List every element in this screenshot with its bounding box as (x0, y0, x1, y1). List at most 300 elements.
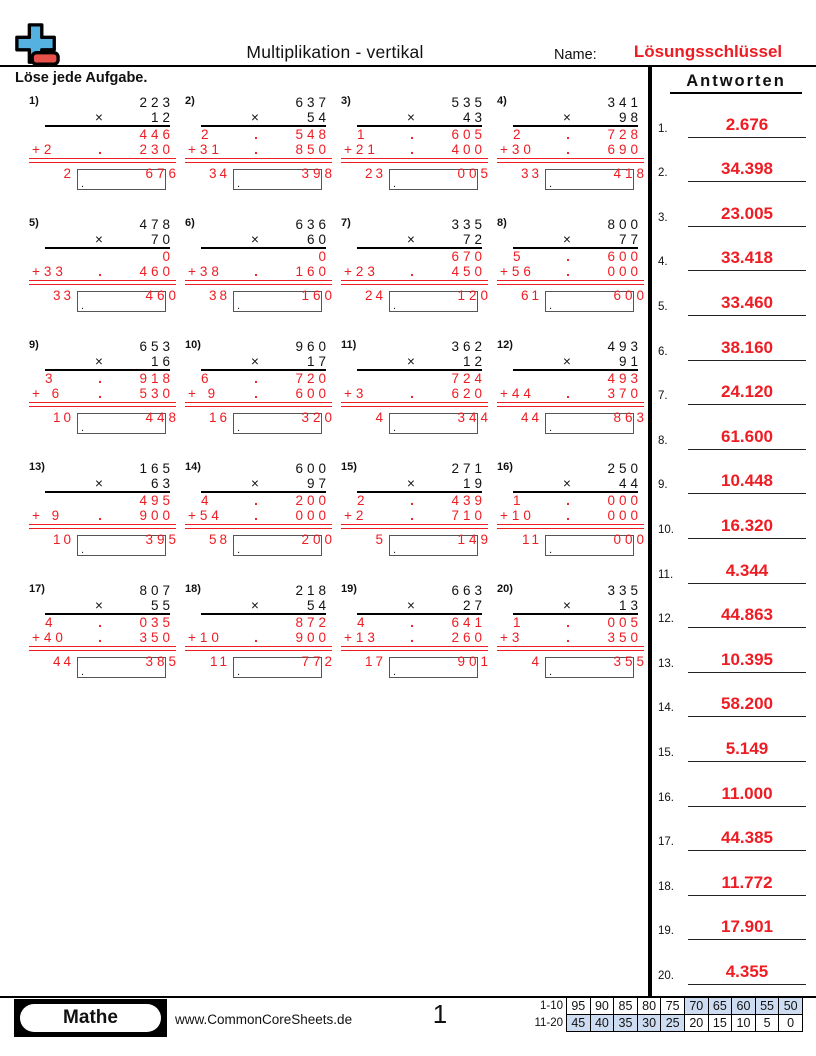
partial-product-1 (340, 493, 496, 508)
product-thousands: 10 (52, 532, 74, 547)
multiply-icon: × (95, 354, 103, 369)
multiplicand-row (184, 583, 340, 598)
partial-product-2-digits: 600 (295, 386, 330, 401)
partial-product-2 (496, 630, 652, 645)
thousands-separator: . (98, 142, 102, 157)
grade-cell: 60 (731, 997, 756, 1015)
partial-product-2-digits: 850 (295, 142, 330, 157)
partial-product-2 (184, 386, 340, 401)
thousands-separator: . (254, 493, 258, 508)
answer-row (656, 140, 812, 185)
partial-product-2-thousands: +21 (344, 142, 379, 157)
partial-product-1-thousands: 4 (357, 615, 369, 630)
multiplier-row (496, 476, 652, 491)
multiplier: 12 (150, 110, 174, 125)
product-digits: 200 (301, 532, 336, 547)
multiplier: 27 (462, 598, 486, 613)
answer-value: 4.344 (688, 561, 806, 584)
page-title: Multiplikation - vertikal (246, 42, 424, 62)
box-separator-dot: . (549, 300, 553, 312)
multiplier: 12 (462, 354, 486, 369)
product-thousands: 11 (209, 654, 230, 669)
problem (340, 95, 496, 190)
box-separator-dot: . (81, 178, 85, 190)
website-text: www.CommonCoreSheets.de (175, 1012, 353, 1027)
partial-product-1 (496, 615, 652, 630)
partial-product-1-thousands: 6 (201, 371, 213, 386)
multiplier: 54 (306, 598, 330, 613)
answer-row (656, 541, 812, 586)
multiplier: 44 (618, 476, 642, 491)
partial-product-1 (28, 371, 184, 386)
grade-cell: 50 (778, 997, 803, 1015)
product-thousands: 4 (375, 410, 386, 425)
partial-product-2-digits: 460 (139, 264, 174, 279)
answer-value: 44.385 (688, 828, 806, 851)
partial-product-1 (28, 127, 184, 142)
multiply-icon: × (563, 354, 571, 369)
partial-product-2-digits: 350 (139, 630, 174, 645)
box-separator-dot: . (549, 544, 553, 556)
multiplicand-row (28, 95, 184, 110)
problem (184, 339, 340, 434)
partial-product-1 (340, 371, 496, 386)
thousands-separator: . (254, 386, 258, 401)
problem-number: 19) (341, 583, 357, 595)
partial-product-1-digits: 200 (295, 493, 330, 508)
partial-product-2 (28, 630, 184, 645)
partial-product-1-thousands: 4 (45, 615, 57, 630)
partial-product-1-digits: 495 (139, 493, 174, 508)
partial-product-2-thousands: +23 (344, 264, 379, 279)
partial-product-2-thousands: +44 (500, 386, 535, 401)
multiplicand-row (184, 217, 340, 232)
multiply-icon: × (251, 232, 259, 247)
partial-product-2-digits: 370 (607, 386, 642, 401)
thousands-separator: . (566, 493, 570, 508)
partial-product-2-thousands: +3 (344, 386, 368, 401)
partial-product-2 (184, 630, 340, 645)
partial-product-2-thousands: + 9 (32, 508, 64, 523)
thousands-separator: . (98, 508, 102, 523)
multiplicand: 535 (451, 95, 486, 110)
answer-value: 10.395 (688, 650, 806, 673)
partial-product-1-digits: 724 (451, 371, 486, 386)
partial-product-1 (496, 249, 652, 264)
thousands-separator: . (410, 127, 414, 142)
product-thousands: 33 (520, 166, 542, 181)
partial-product-1-digits: 493 (607, 371, 642, 386)
grade-cell: 15 (708, 1014, 733, 1032)
multiply-icon: × (563, 598, 571, 613)
partial-product-1-digits: 600 (607, 249, 642, 264)
thousands-separator: . (254, 371, 258, 386)
multiply-icon: × (407, 476, 415, 491)
product-row (340, 409, 496, 437)
product-row (496, 531, 652, 559)
partial-product-2 (496, 386, 652, 401)
multiplier-row (340, 354, 496, 369)
partial-product-2 (184, 508, 340, 523)
partial-product-1 (28, 615, 184, 630)
multiply-icon: × (95, 598, 103, 613)
product-digits: 355 (613, 654, 648, 669)
answer-row (656, 586, 812, 631)
partial-product-1-digits: 000 (607, 493, 642, 508)
grade-cell: 85 (613, 997, 638, 1015)
thousands-separator: . (98, 630, 102, 645)
partial-product-2 (28, 508, 184, 523)
answer-value: 23.005 (688, 204, 806, 227)
thousands-separator: . (254, 142, 258, 157)
multiplier-row (28, 598, 184, 613)
product-digits: 005 (457, 166, 492, 181)
product-row (340, 287, 496, 315)
answer-value: 58.200 (688, 694, 806, 717)
grade-cell: 70 (684, 997, 709, 1015)
partial-product-2-digits: 000 (295, 508, 330, 523)
partial-product-2-thousands: +31 (188, 142, 223, 157)
problem (184, 461, 340, 556)
partial-product-1-thousands: 4 (201, 493, 213, 508)
partial-product-1-thousands: 2 (201, 127, 213, 142)
grade-cell: 35 (613, 1014, 638, 1032)
answer-value: 61.600 (688, 427, 806, 450)
partial-product-1-digits: 720 (295, 371, 330, 386)
multiplier-row (496, 354, 652, 369)
thousands-separator: . (566, 142, 570, 157)
partial-product-2-thousands: +54 (188, 508, 223, 523)
grade-range-label: 11-20 (534, 1017, 563, 1029)
partial-product-2-digits: 000 (607, 508, 642, 523)
product-row (340, 653, 496, 681)
multiplicand: 636 (295, 217, 330, 232)
multiplicand: 362 (451, 339, 486, 354)
answer-value: 44.863 (688, 605, 806, 628)
multiplicand: 800 (607, 217, 642, 232)
answer-row (656, 898, 812, 943)
multiplicand-row (340, 217, 496, 232)
box-separator-dot: . (237, 666, 241, 678)
multiplier: 55 (150, 598, 174, 613)
multiplicand: 807 (139, 583, 174, 598)
problem-number: 1) (29, 95, 39, 107)
product-thousands: 4 (531, 654, 542, 669)
product-row (340, 531, 496, 559)
product-digits: 000 (613, 532, 648, 547)
answers-list (656, 95, 812, 987)
partial-product-1-digits: 446 (139, 127, 174, 142)
multiplicand-row (184, 339, 340, 354)
problem (28, 95, 184, 190)
multiplicand-row (496, 339, 652, 354)
box-separator-dot: . (393, 544, 397, 556)
page-number: 1 (432, 999, 448, 1029)
box-separator-dot: . (549, 666, 553, 678)
multiplicand: 223 (139, 95, 174, 110)
thousands-separator: . (254, 264, 258, 279)
box-separator-dot: . (81, 544, 85, 556)
grade-cell: 45 (566, 1014, 591, 1032)
partial-product-1 (184, 249, 340, 264)
multiply-icon: × (251, 110, 259, 125)
answer-number: 6. (658, 345, 668, 358)
multiply-icon: × (407, 232, 415, 247)
answer-row (656, 942, 812, 987)
partial-product-1 (184, 127, 340, 142)
thousands-separator: . (254, 630, 258, 645)
problem-number: 13) (29, 461, 45, 473)
product-digits: 160 (301, 288, 336, 303)
answer-row (656, 184, 812, 229)
answer-number: 4. (658, 256, 668, 269)
problem-number: 11) (341, 339, 357, 351)
grade-range-label: 1-10 (539, 1000, 563, 1012)
multiplicand: 335 (451, 217, 486, 232)
answer-row (656, 719, 812, 764)
multiplier-row (28, 476, 184, 491)
answer-number: 1. (658, 122, 668, 135)
partial-product-1-digits: 0 (162, 249, 174, 264)
multiplicand-row (340, 461, 496, 476)
partial-product-1 (340, 249, 496, 264)
grade-cell: 40 (590, 1014, 615, 1032)
multiplicand: 663 (451, 583, 486, 598)
thousands-separator: . (566, 127, 570, 142)
product-digits: 676 (145, 166, 180, 181)
problem (28, 217, 184, 312)
partial-product-1-digits: 439 (451, 493, 486, 508)
product-row (28, 653, 184, 681)
product-row (184, 165, 340, 193)
problem-number: 17) (29, 583, 45, 595)
multiplicand-row (28, 339, 184, 354)
partial-product-2-thousands: +2 (32, 142, 56, 157)
multiplicand: 478 (139, 217, 174, 232)
problem (496, 339, 652, 434)
partial-product-2-thousands: +3 (500, 630, 524, 645)
answer-number: 10. (658, 523, 674, 536)
answer-row (656, 318, 812, 363)
multiplicand: 165 (139, 461, 174, 476)
multiply-icon: × (251, 354, 259, 369)
multiplier: 54 (306, 110, 330, 125)
multiplicand-row (340, 583, 496, 598)
answers-title: Antworten (670, 72, 802, 94)
grade-cell: 90 (590, 997, 615, 1015)
partial-product-2-thousands: +30 (500, 142, 535, 157)
box-separator-dot: . (393, 178, 397, 190)
product-digits: 772 (301, 654, 336, 669)
grade-row (531, 1014, 803, 1032)
multiply-icon: × (251, 598, 259, 613)
thousands-separator: . (410, 615, 414, 630)
partial-product-1-digits: 728 (607, 127, 642, 142)
product-row (28, 287, 184, 315)
partial-product-1-digits: 548 (295, 127, 330, 142)
product-thousands: 11 (521, 532, 542, 547)
subject-badge-label: Mathe (20, 1004, 161, 1032)
partial-product-2-digits: 620 (451, 386, 486, 401)
problem-number: 5) (29, 217, 39, 229)
grade-cell: 95 (566, 997, 591, 1015)
partial-product-2-digits: 690 (607, 142, 642, 157)
box-separator-dot: . (237, 544, 241, 556)
partial-product-2-digits: 260 (451, 630, 486, 645)
grade-cell: 25 (660, 1014, 685, 1032)
answer-number: 7. (658, 390, 668, 403)
product-digits: 344 (457, 410, 492, 425)
product-digits: 863 (613, 410, 648, 425)
thousands-separator: . (410, 508, 414, 523)
multiplier: 72 (462, 232, 486, 247)
answer-value: 11.772 (688, 873, 806, 896)
thousands-separator: . (410, 630, 414, 645)
product-thousands: 23 (364, 166, 386, 181)
multiplicand-row (28, 583, 184, 598)
thousands-separator: . (98, 615, 102, 630)
product-row (184, 287, 340, 315)
partial-product-2 (496, 264, 652, 279)
problem (28, 339, 184, 434)
answer-number: 19. (658, 925, 674, 938)
thousands-separator: . (254, 127, 258, 142)
multiply-icon: × (563, 476, 571, 491)
thousands-separator: . (566, 630, 570, 645)
box-separator-dot: . (81, 422, 85, 434)
answers-divider (648, 66, 652, 996)
partial-product-2-thousands: +33 (32, 264, 67, 279)
multiply-icon: × (95, 110, 103, 125)
multiplier-row (184, 232, 340, 247)
partial-product-1-thousands: 2 (357, 493, 369, 508)
product-thousands: 61 (520, 288, 542, 303)
partial-product-2-thousands: +40 (32, 630, 67, 645)
multiplier: 70 (150, 232, 174, 247)
partial-product-2-thousands: +38 (188, 264, 223, 279)
grade-cell: 5 (755, 1014, 780, 1032)
product-digits: 395 (145, 532, 180, 547)
multiplier-row (184, 110, 340, 125)
problem (340, 217, 496, 312)
thousands-separator: . (566, 615, 570, 630)
answer-row (656, 229, 812, 274)
name-label: Name: (554, 47, 597, 63)
grade-cell: 75 (660, 997, 685, 1015)
product-digits: 901 (457, 654, 492, 669)
problem-number: 4) (497, 95, 507, 107)
multiplier: 17 (306, 354, 330, 369)
answer-value: 16.320 (688, 516, 806, 539)
multiplicand-row (496, 583, 652, 598)
answer-row (656, 452, 812, 497)
problem (340, 583, 496, 678)
multiplier-row (496, 110, 652, 125)
product-row (496, 653, 652, 681)
product-thousands: 10 (52, 410, 74, 425)
multiplicand: 218 (295, 583, 330, 598)
multiply-icon: × (95, 476, 103, 491)
multiplier-row (184, 354, 340, 369)
problem-number: 15) (341, 461, 357, 473)
box-separator-dot: . (237, 178, 241, 190)
partial-product-2-digits: 160 (295, 264, 330, 279)
thousands-separator: . (566, 508, 570, 523)
grade-cell: 20 (684, 1014, 709, 1032)
partial-product-2-thousands: + 6 (32, 386, 64, 401)
answer-number: 16. (658, 791, 674, 804)
multiplicand: 493 (607, 339, 642, 354)
partial-product-2 (28, 142, 184, 157)
multiplier-row (340, 598, 496, 613)
multiplicand: 653 (139, 339, 174, 354)
grade-cell: 55 (755, 997, 780, 1015)
multiplicand-row (496, 95, 652, 110)
product-digits: 398 (301, 166, 336, 181)
box-separator-dot: . (393, 666, 397, 678)
grade-row (531, 997, 803, 1015)
multiplicand: 600 (295, 461, 330, 476)
box-separator-dot: . (81, 300, 85, 312)
multiplicand: 637 (295, 95, 330, 110)
partial-product-1-digits: 670 (451, 249, 486, 264)
box-separator-dot: . (237, 422, 241, 434)
thousands-separator: . (254, 508, 258, 523)
multiplier-row (496, 232, 652, 247)
partial-product-1-digits: 005 (607, 615, 642, 630)
problem-number: 20) (497, 583, 513, 595)
thousands-separator: . (566, 249, 570, 264)
multiply-icon: × (251, 476, 259, 491)
answer-value: 24.120 (688, 382, 806, 405)
multiplier: 63 (150, 476, 174, 491)
partial-product-2 (340, 630, 496, 645)
partial-product-1-thousands: 1 (513, 493, 525, 508)
multiplier: 19 (462, 476, 486, 491)
product-row (184, 653, 340, 681)
multiplier: 91 (618, 354, 642, 369)
thousands-separator: . (98, 371, 102, 386)
partial-product-1 (28, 249, 184, 264)
thousands-separator: . (410, 142, 414, 157)
answer-row (656, 809, 812, 854)
product-thousands: 34 (208, 166, 230, 181)
answer-number: 12. (658, 613, 674, 626)
multiplier-row (28, 110, 184, 125)
product-row (496, 165, 652, 193)
problem (340, 339, 496, 434)
thousands-separator: . (98, 386, 102, 401)
grade-cell: 30 (637, 1014, 662, 1032)
answer-number: 20. (658, 969, 674, 982)
problem (496, 461, 652, 556)
partial-product-1-digits: 0 (318, 249, 330, 264)
grade-cell: 65 (708, 997, 733, 1015)
partial-product-2-thousands: +56 (500, 264, 535, 279)
subject-badge (14, 999, 167, 1037)
multiplier-row (184, 598, 340, 613)
partial-product-2 (340, 508, 496, 523)
answer-row (656, 407, 812, 452)
partial-product-1 (496, 127, 652, 142)
answer-row (656, 95, 812, 140)
thousands-separator: . (410, 386, 414, 401)
problem-number: 12) (497, 339, 513, 351)
multiplier-row (184, 476, 340, 491)
product-thousands: 44 (52, 654, 74, 669)
multiplier: 98 (618, 110, 642, 125)
multiplier: 77 (618, 232, 642, 247)
